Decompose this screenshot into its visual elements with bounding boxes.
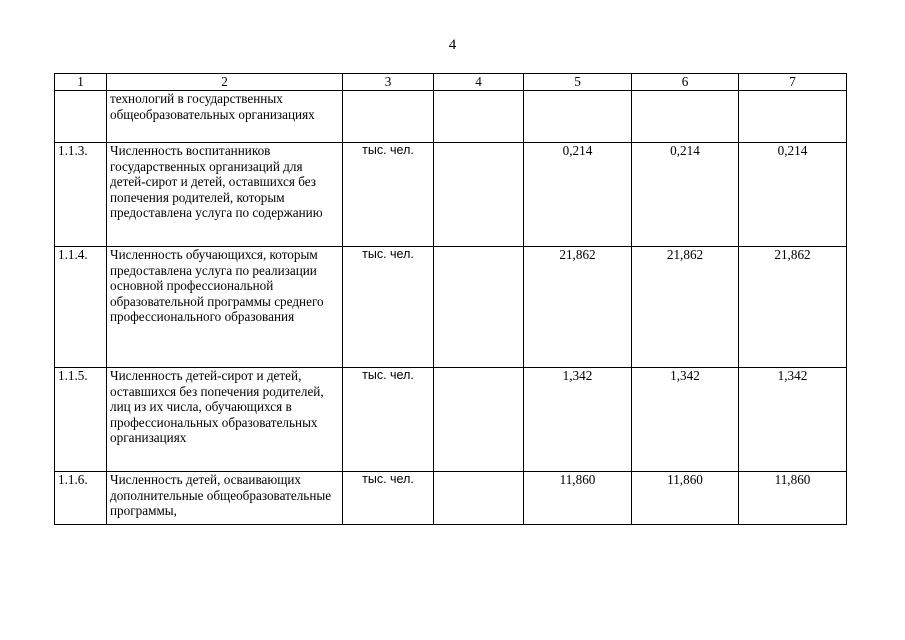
unit-text: тыс. чел. xyxy=(362,472,414,486)
unit-text: тыс. чел. xyxy=(362,247,414,261)
row-col7: 21,862 xyxy=(739,247,847,368)
row-col7: 11,860 xyxy=(739,472,847,525)
row-col4 xyxy=(434,368,524,472)
row-number: 1.1.3. xyxy=(55,143,107,247)
header-col-1: 1 xyxy=(55,74,107,91)
table-header-row xyxy=(55,74,847,91)
row-col6 xyxy=(632,91,739,143)
row-number: 1.1.5. xyxy=(55,368,107,472)
row-col5: 11,860 xyxy=(524,472,632,525)
table-row xyxy=(55,472,847,525)
row-unit xyxy=(343,368,434,472)
header-col-3: 3 xyxy=(343,74,434,91)
row-col6: 0,214 xyxy=(632,143,739,247)
header-col-6: 6 xyxy=(632,74,739,91)
table-row xyxy=(55,247,847,368)
row-col6: 21,862 xyxy=(632,247,739,368)
header-col-7: 7 xyxy=(739,74,847,91)
row-col4 xyxy=(434,91,524,143)
table-row xyxy=(55,368,847,472)
row-number: 1.1.4. xyxy=(55,247,107,368)
unit-text: тыс. чел. xyxy=(362,143,414,157)
row-unit xyxy=(343,472,434,525)
header-col-5: 5 xyxy=(524,74,632,91)
row-col4 xyxy=(434,247,524,368)
row-number: 1.1.6. xyxy=(55,472,107,525)
row-col7 xyxy=(739,91,847,143)
row-col6: 11,860 xyxy=(632,472,739,525)
row-col7: 0,214 xyxy=(739,143,847,247)
indicators-table xyxy=(54,73,847,525)
row-indicator-name: Численность обучающихся, которым предоставлена услуга по реализации основной профессиональной образовательной программы среднего профессионального образования xyxy=(107,247,343,368)
row-unit xyxy=(343,143,434,247)
row-number xyxy=(55,91,107,143)
unit-text: тыс. чел. xyxy=(362,368,414,382)
row-col6: 1,342 xyxy=(632,368,739,472)
row-col7: 1,342 xyxy=(739,368,847,472)
table-row xyxy=(55,143,847,247)
header-col-4: 4 xyxy=(434,74,524,91)
row-indicator-name: Численность воспитанников государственных организаций для детей-сирот и детей, оставшихся без попечения родителей, которым предоставлена услуга по содержанию xyxy=(107,143,343,247)
header-col-2: 2 xyxy=(107,74,343,91)
row-col4 xyxy=(434,472,524,525)
row-col4 xyxy=(434,143,524,247)
row-indicator-name: Численность детей, осваивающих дополнительные общеобразовательные программы, xyxy=(107,472,343,525)
row-unit xyxy=(343,247,434,368)
row-indicator-name: Численность детей-сирот и детей, оставшихся без попечения родителей, лиц из их числа, обучающихся в профессиональных образовательных организациях xyxy=(107,368,343,472)
page-number: 4 xyxy=(448,37,457,53)
table-row xyxy=(55,91,847,143)
row-unit xyxy=(343,91,434,143)
row-col5 xyxy=(524,91,632,143)
row-col5: 0,214 xyxy=(524,143,632,247)
row-col5: 21,862 xyxy=(524,247,632,368)
row-col5: 1,342 xyxy=(524,368,632,472)
row-indicator-name: технологий в государственных общеобразовательных организациях xyxy=(107,91,343,143)
